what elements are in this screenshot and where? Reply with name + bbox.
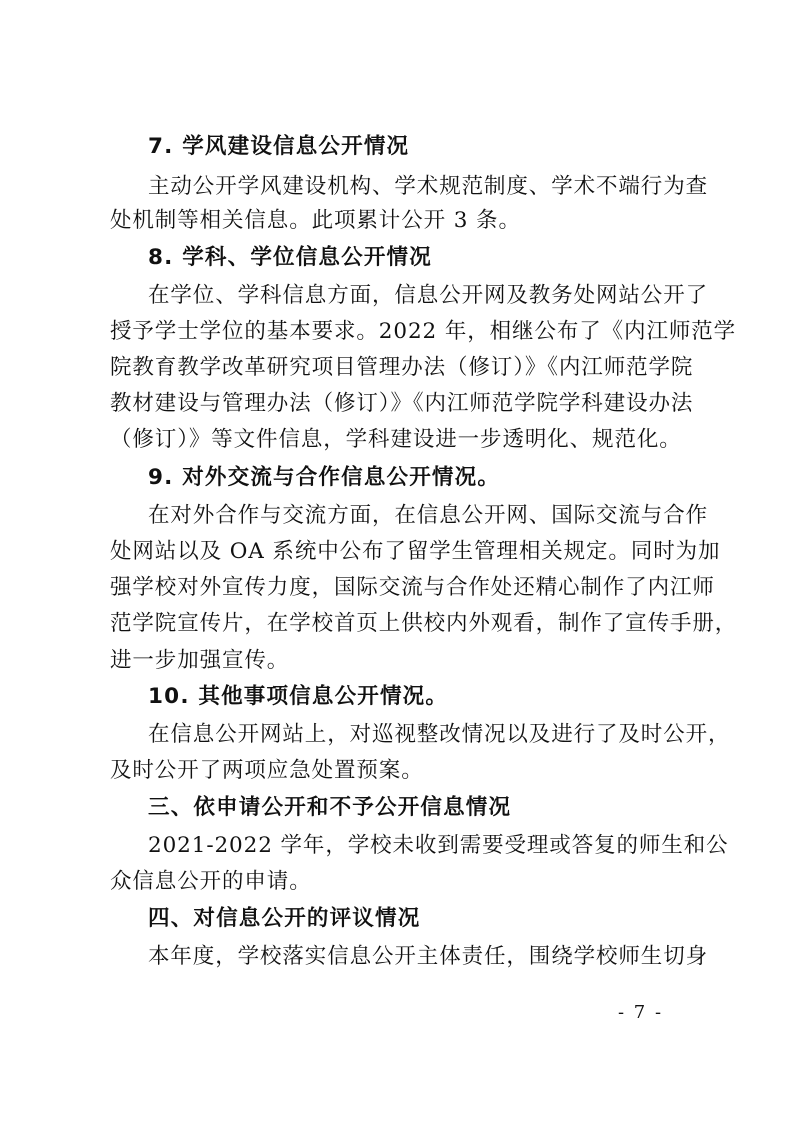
- section-7-heading: 7. 学风建设信息公开情况: [148, 134, 410, 159]
- section-8-heading: 8. 学科、学位信息公开情况: [148, 245, 432, 270]
- section-9-paragraph-line-1: 在对外合作与交流方面，在信息公开网、国际交流与合作: [148, 503, 709, 528]
- section-10-paragraph-line-1: 在信息公开网站上，对巡视整改情况以及进行了及时公开，: [148, 722, 731, 747]
- section-3-paragraph-line-2: 众信息公开的申请。: [110, 869, 312, 894]
- section-8-paragraph-line-1: 在学位、学科信息方面，信息公开网及教务处网站公开了: [148, 283, 709, 308]
- section-10-heading: 10. 其他事项信息公开情况。: [148, 684, 449, 709]
- section-9-heading: 9. 对外交流与合作信息公开情况。: [148, 465, 501, 490]
- section-10-paragraph-line-2: 及时公开了两项应急处置预案。: [110, 758, 424, 783]
- section-8-paragraph-line-3: 院教育教学改革研究项目管理办法（修订）》《内江师范学院: [110, 355, 694, 380]
- page-number: - 7 -: [618, 1002, 664, 1023]
- section-9-paragraph-line-2: 处网站以及 OA 系统中公布了留学生管理相关规定。同时为加: [110, 539, 721, 564]
- section-7-paragraph-line-1: 主动公开学风建设机构、学术规范制度、学术不端行为查: [148, 174, 709, 199]
- section-8-paragraph-line-2: 授予学士学位的基本要求。2022 年，相继公布了《内江师范学: [110, 319, 737, 344]
- section-8-paragraph-line-4: 教材建设与管理办法（修订）》《内江师范学院学科建设办法: [110, 391, 694, 416]
- section-3-paragraph-line-1: 2021-2022 学年，学校未收到需要受理或答复的师生和公: [148, 833, 729, 858]
- section-7-paragraph-line-2: 处机制等相关信息。此项累计公开 3 条。: [110, 208, 521, 233]
- section-4-heading: 四、对信息公开的评议情况: [148, 906, 421, 931]
- section-8-paragraph-line-5: （修订）》等文件信息，学科建设进一步透明化、规范化。: [110, 427, 682, 452]
- section-9-paragraph-line-4: 范学院宣传片，在学校首页上供校内外观看，制作了宣传手册，: [110, 611, 738, 636]
- section-4-paragraph-line-1: 本年度，学校落实信息公开主体责任，围绕学校师生切身: [148, 944, 709, 969]
- section-9-paragraph-line-5: 进一步加强宣传。: [110, 648, 290, 673]
- section-9-paragraph-line-3: 强学校对外宣传力度，国际交流与合作处还精心制作了内江师: [110, 575, 715, 600]
- section-3-heading: 三、依申请公开和不予公开信息情况: [148, 795, 512, 820]
